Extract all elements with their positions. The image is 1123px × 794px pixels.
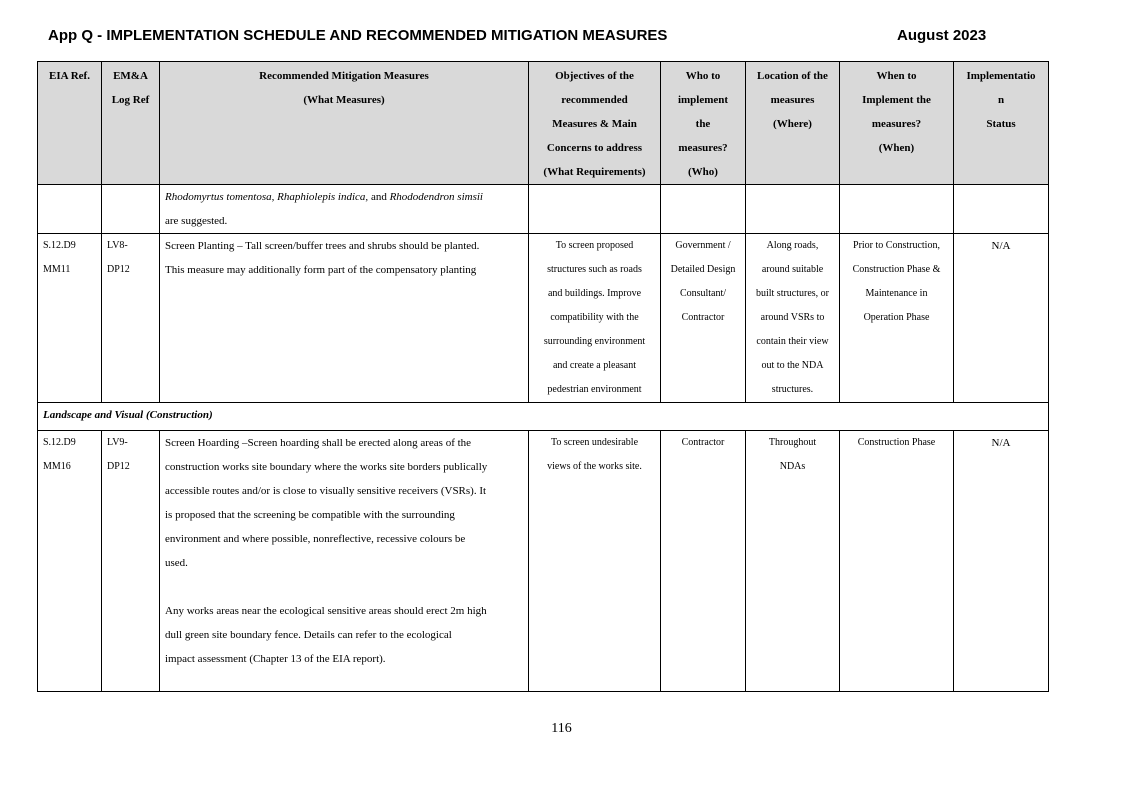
continuation-line-1 [165, 185, 523, 209]
cell-when: Construction Phase [840, 431, 954, 692]
cell-empty [840, 185, 954, 234]
species-italic: Rhodomyrtus tomentosa, Rhaphiolepis indica, [165, 191, 369, 203]
header-who-line: measures? [678, 142, 728, 154]
header-rmm-line: (What Measures) [303, 94, 385, 106]
mitigation-measures-table [37, 61, 1049, 692]
header-who-line: Who to [685, 70, 721, 82]
cell-ema-log-ref [102, 431, 160, 692]
ema-ref-line: LV8- [107, 240, 128, 251]
header-rmm-line: Recommended Mitigation Measures [259, 70, 429, 82]
objective-line: compatibility with the [550, 312, 639, 323]
cell-empty [102, 185, 160, 234]
header-when-line: (When) [878, 142, 915, 154]
who-line: Consultant/ [679, 288, 727, 299]
location-line: Throughout [768, 437, 817, 448]
location-line: Along roads, [766, 240, 819, 251]
header-who-line: implement [677, 94, 729, 106]
measure-line: environment and where possible, nonreflective, recessive colours be [165, 533, 466, 545]
measure-line: dull green site boundary fence. Details can refer to the ecological [165, 629, 452, 641]
objective-line: To screen proposed [555, 240, 634, 251]
cell-measure [160, 234, 529, 403]
cell-empty [661, 185, 746, 234]
cell-objective [529, 431, 661, 692]
cell-objective [529, 234, 661, 403]
eia-ref-line: S.12.D9 [43, 437, 76, 448]
objective-line: To screen undesirable [550, 437, 639, 448]
header-obj-line: Objectives of the [555, 70, 634, 82]
species-and: and [370, 191, 387, 203]
header-obj-line: Concerns to address [546, 142, 643, 154]
table-row-continuation [38, 185, 1049, 234]
species-italic-2: Rhododendron simsii [389, 191, 483, 203]
location-line: NDAs [779, 461, 806, 472]
when-line: Prior to Construction, [853, 240, 940, 251]
objective-line: surrounding environment [543, 336, 646, 347]
measure-line: Screen Hoarding –Screen hoarding shall be erected along areas of the [165, 437, 472, 449]
cell-ema-log-ref [102, 234, 160, 403]
measure-line: construction works site boundary where the works site borders publically [165, 461, 488, 473]
cell-who: Contractor [661, 431, 746, 692]
cell-empty [954, 185, 1049, 234]
location-line: out to the NDA [761, 360, 824, 371]
ema-ref-line: LV9- [107, 437, 128, 448]
measure-line: Any works areas near the ecological sensitive areas should erect 2m high [165, 605, 487, 617]
paragraph-gap [165, 575, 523, 599]
continuation-line-2: are suggested. [165, 215, 228, 227]
objective-line: structures such as roads [547, 264, 642, 275]
header-status [954, 62, 1049, 185]
header-eia-ref [38, 62, 102, 185]
cell-empty [38, 185, 102, 234]
cell-when [840, 234, 954, 403]
header-obj-line: Measures & Main [552, 118, 637, 130]
measure-line: Screen Planting – Tall screen/buffer trees and shrubs should be planted. [165, 240, 480, 252]
objective-line: views of the works site. [547, 461, 642, 472]
header-loc-line: measures [770, 94, 815, 106]
header-ema-line: Log Ref [111, 94, 150, 106]
measure-line: This measure may additionally form part of the compensatory planting [165, 264, 477, 276]
cell-eia-ref [38, 234, 102, 403]
objective-line: and create a pleasant [552, 360, 636, 371]
header-obj-line: recommended [561, 94, 628, 106]
header-when-line: When to [876, 70, 917, 82]
cell-measure [160, 431, 529, 692]
header-when [840, 62, 954, 185]
cell-eia-ref [38, 431, 102, 692]
who-line: Detailed Design [670, 264, 736, 275]
location-line: contain their view [756, 336, 829, 347]
eia-ref-line: S.12.D9 [43, 240, 76, 251]
header-recommended-measures [160, 62, 529, 185]
when-line: Construction Phase & [852, 264, 941, 275]
header-when-line: Implement the [862, 94, 931, 106]
table-row-screen-hoarding [38, 431, 1049, 692]
header-status-line: Status [986, 118, 1016, 130]
cell-status: N/A [954, 234, 1049, 403]
measure-line: impact assessment (Chapter 13 of the EIA report). [165, 653, 386, 665]
header-ema-line: EM&A [113, 70, 148, 82]
cell-who [661, 234, 746, 403]
who-line: Contractor [681, 312, 725, 323]
header-eia-ref-text: EIA Ref. [49, 70, 90, 82]
header-status-line: n [997, 94, 1005, 106]
header-location [746, 62, 840, 185]
header-loc-line: (Where) [773, 118, 812, 130]
who-line: Government / [675, 240, 731, 251]
cell-empty [529, 185, 661, 234]
page-header-date: August 2023 [897, 27, 987, 44]
location-line: around suitable [761, 264, 824, 275]
location-line: built structures, or [755, 288, 830, 299]
table-row-screen-planting [38, 234, 1049, 403]
cell-empty [746, 185, 840, 234]
objective-line: and buildings. Improve [547, 288, 642, 299]
cell-location [746, 234, 840, 403]
header-ema-log-ref [102, 62, 160, 185]
location-line: around VSRs to [760, 312, 825, 323]
table-section-row [38, 403, 1049, 431]
cell-status: N/A [954, 431, 1049, 692]
ema-ref-line: DP12 [107, 461, 130, 472]
header-who [661, 62, 746, 185]
measure-line: used. [165, 557, 188, 569]
eia-ref-line: MM11 [43, 264, 71, 275]
header-objectives [529, 62, 661, 185]
header-who-line: the [695, 118, 711, 130]
page-header-title: App Q - IMPLEMENTATION SCHEDULE AND RECOMMENDED MITIGATION MEASURES [48, 27, 668, 44]
measure-line: is proposed that the screening be compatible with the surrounding [165, 509, 455, 521]
section-title: Landscape and Visual (Construction) [38, 403, 1049, 431]
header-obj-line: (What Requirements) [543, 166, 646, 178]
cell-location [746, 431, 840, 692]
location-line: structures. [771, 384, 814, 395]
header-loc-line: Location of the [757, 70, 828, 82]
when-line: Maintenance in [865, 288, 928, 299]
header-status-line: Implementatio [966, 70, 1036, 82]
header-who-line: (Who) [688, 166, 718, 178]
objective-line: pedestrian environment [547, 384, 642, 395]
ema-ref-line: DP12 [107, 264, 130, 275]
measure-line: accessible routes and/or is close to visually sensitive receivers (VSRs). It [165, 485, 487, 497]
page-number: 116 [551, 721, 572, 736]
when-line: Operation Phase [863, 312, 930, 323]
eia-ref-line: MM16 [43, 461, 71, 472]
cell-measure-continuation [160, 185, 529, 234]
table-header-row [38, 62, 1049, 185]
header-when-line: measures? [871, 118, 922, 130]
